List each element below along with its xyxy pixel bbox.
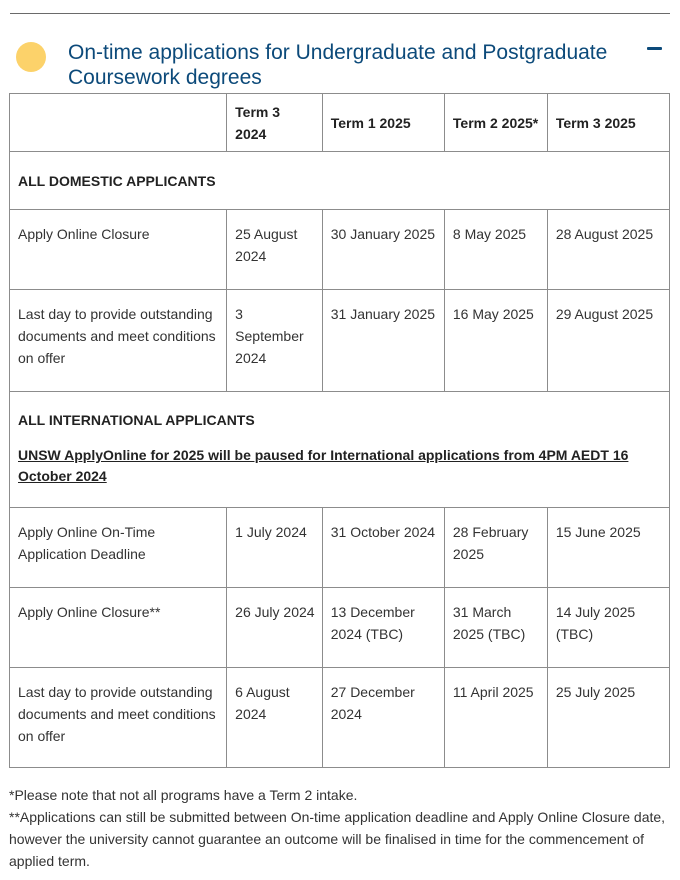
table-cell: 28 February 2025 [444, 508, 547, 588]
table-cell: 26 July 2024 [227, 588, 323, 668]
footnotes [9, 784, 669, 872]
row-label: Apply Online Closure [10, 210, 227, 290]
deadlines-table [9, 93, 670, 768]
table-row [10, 668, 670, 768]
table-cell: 8 May 2025 [444, 210, 547, 290]
table-row [10, 210, 670, 290]
row-label: Last day to provide outstanding documents and meet conditions on offer [10, 290, 227, 392]
accordion-header[interactable] [0, 14, 680, 94]
column-header: Term 3 2024 [227, 94, 323, 152]
domestic-section-row [10, 152, 670, 210]
domestic-heading: ALL DOMESTIC APPLICANTS [10, 152, 670, 210]
column-header [10, 94, 227, 152]
table-cell: 6 August 2024 [227, 668, 323, 768]
minus-icon [647, 47, 662, 50]
international-section-cell [10, 392, 670, 508]
column-header: Term 2 2025* [444, 94, 547, 152]
table-cell: 14 July 2025 (TBC) [547, 588, 669, 668]
table-cell: 1 July 2024 [227, 508, 323, 588]
table-cell: 29 August 2025 [547, 290, 669, 392]
section-title: On-time applications for Undergraduate and Postgraduate Coursework degrees [68, 41, 608, 89]
footnote-term2: *Please note that not all programs have a Term 2 intake. [9, 787, 358, 803]
row-label: Apply Online On-Time Application Deadline [10, 508, 227, 588]
table-cell: 13 December 2024 (TBC) [322, 588, 444, 668]
table-cell: 25 July 2025 [547, 668, 669, 768]
apply-online-pause-notice: UNSW ApplyOnline for 2025 will be paused for International applications from 4PM AEDT 16 October 2024 [18, 447, 629, 484]
table-cell: 30 January 2025 [322, 210, 444, 290]
table-row [10, 588, 670, 668]
table-cell: 27 December 2024 [322, 668, 444, 768]
table-cell: 15 June 2025 [547, 508, 669, 588]
table-cell: 11 April 2025 [444, 668, 547, 768]
table-cell: 25 August 2024 [227, 210, 323, 290]
international-section-row [10, 392, 670, 508]
column-header: Term 1 2025 [322, 94, 444, 152]
table-cell: 31 January 2025 [322, 290, 444, 392]
table-cell: 31 October 2024 [322, 508, 444, 588]
table-cell: 3 September 2024 [227, 290, 323, 392]
table-row [10, 508, 670, 588]
international-heading: ALL INTERNATIONAL APPLICANTS [18, 412, 255, 428]
column-header: Term 3 2025 [547, 94, 669, 152]
row-label: Apply Online Closure** [10, 588, 227, 668]
table-cell: 31 March 2025 (TBC) [444, 588, 547, 668]
collapse-button[interactable] [642, 36, 666, 60]
row-label: Last day to provide outstanding documents and meet conditions on offer [10, 668, 227, 768]
table-cell: 28 August 2025 [547, 210, 669, 290]
table-header-row [10, 94, 670, 152]
table-row [10, 290, 670, 392]
table-cell: 16 May 2025 [444, 290, 547, 392]
footnote-closure: **Applications can still be submitted between On-time application deadline and Apply Online Closure date, however the university cannot guarantee an outcome will be finalised in time for the commencement of applied term. [9, 809, 666, 869]
yellow-dot-icon [16, 42, 46, 72]
